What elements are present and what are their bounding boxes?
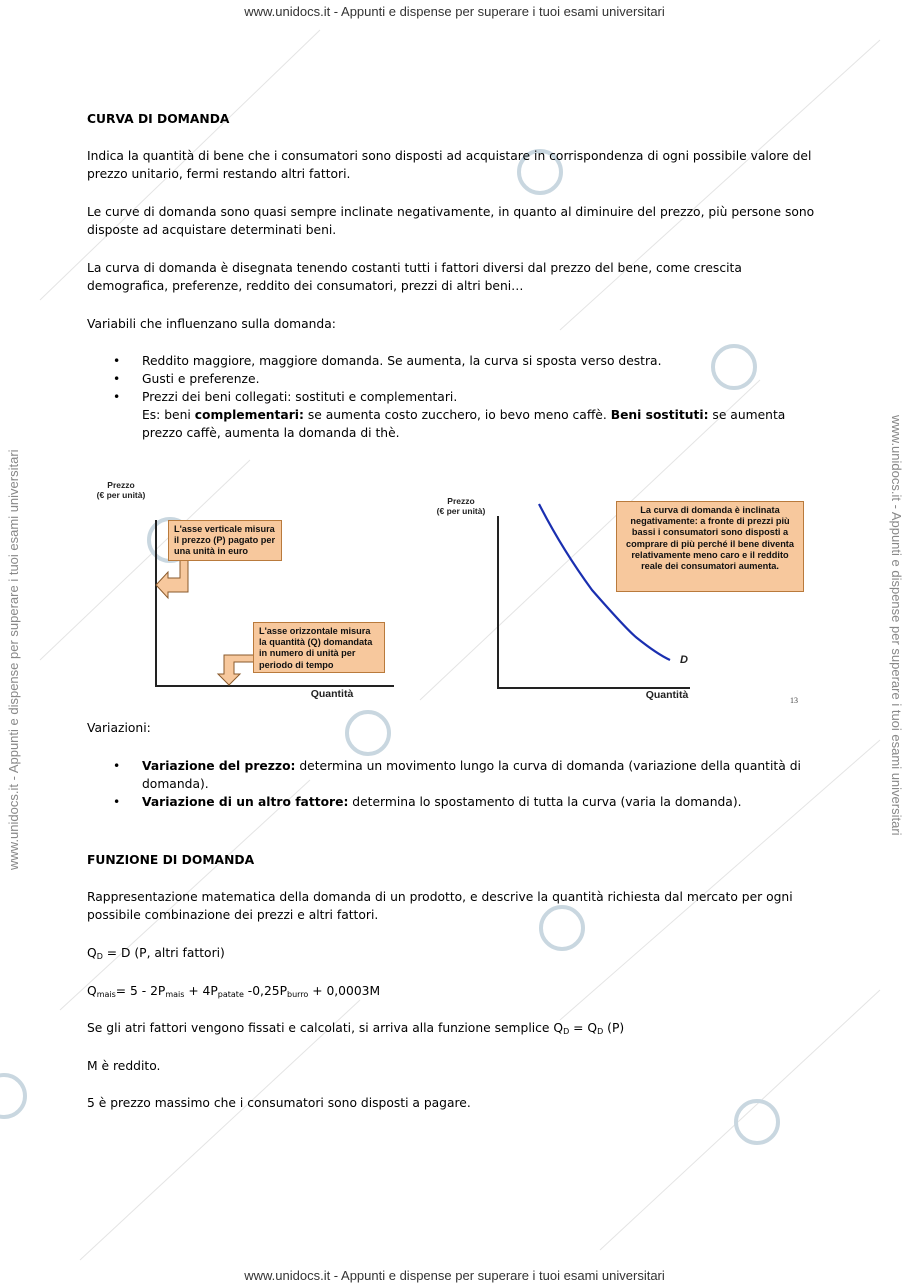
variation-price-text: determina un movimento lungo la curva di domanda (variazione della quantità di domanda). — [142, 759, 801, 791]
arrow-to-x-axis — [218, 655, 254, 685]
paragraph-prezzo-massimo: 5 è prezzo massimo che i consumatori sono disposti a pagare. — [87, 1096, 471, 1110]
variation-price-bold: Variazione del prezzo: — [142, 759, 296, 773]
example-end: se aumenta prezzo caffè, aumenta la domanda di thè. — [142, 408, 786, 440]
variation-other-text: determina lo spostamento di tutta la curva (varia la domanda). — [348, 795, 742, 809]
variables-list — [87, 352, 822, 442]
variation-other-bold: Variazione di un altro fattore: — [142, 795, 349, 809]
formula-mais-text: $Q_{mais}= 5 - 2P_{mais} + 4P_{patate}$ $-0,25P_{burro} + 0,0003M$ — [87, 984, 381, 999]
list-item-text: Gusti e preferenze. — [142, 372, 260, 386]
paragraph-variables-intro: Variabili che influenzano sulla domanda: — [87, 317, 336, 331]
slide-number: 13 — [790, 696, 798, 705]
callout-demand-slope: La curva di domanda è inclinata negativamente: a fronte di prezzi più bassi i consumatori sono disposti a comprare di più perché il bene diventa relativamente meno caro e il reddito reale dei consumatori aumenta. — [616, 501, 804, 592]
example-prefix: Es: beni — [142, 408, 195, 422]
demand-curve-label: D — [680, 654, 688, 666]
watermark-left: www.unidocs.it - Appunti e dispense per superare i tuoi esami universitari — [6, 449, 21, 870]
watermark-footer-text: www.unidocs.it - Appunti e dispense per superare i tuoi esami universitari — [244, 1268, 665, 1283]
example-line — [87, 406, 822, 442]
list-item-text: Prezzi dei beni collegati: sostituti e complementari. — [142, 390, 458, 404]
example-bold-sostituti: Beni sostituti: — [610, 408, 709, 422]
callout-horizontal-axis: L'asse orizzontale misura la quantità (Q) domandata in numero di unità per periodo di tempo — [253, 622, 385, 673]
heading-curva-domanda: CURVA DI DOMANDA — [87, 112, 230, 126]
formula-general — [87, 944, 822, 962]
paragraph-variazioni: Variazioni: — [87, 721, 151, 735]
left-x-label: Quantità — [310, 688, 354, 700]
right-y-label: Prezzo (€ per unità) — [436, 496, 486, 516]
list-item — [87, 352, 822, 370]
paragraph-constants: La curva di domanda è disegnata tenendo costanti tutti i fattori diversi dal prezzo del bene, come crescita demografica, preferenze, reddito dei consumatori, prezzi di altri beni… — [87, 261, 742, 293]
simple-function-text: Se gli atri fattori vengono fissati e calcolati, si arriva alla funzione semplice $Q_D = Q_D$ (P) — [87, 1021, 625, 1036]
example-mid: se aumenta costo zucchero, io bevo meno caffè. — [303, 408, 611, 422]
paragraph-definition: Indica la quantità di bene che i consumatori sono disposti ad acquistare in corrispondenza di ogni possibile valore del prezzo unitario, fermi restando altri fattori. — [87, 149, 812, 181]
demand-figure — [92, 474, 812, 706]
arrow-to-y-axis — [156, 560, 188, 598]
callout-vertical-axis: L'asse verticale misura il prezzo (P) pagato per una unità in euro — [168, 520, 282, 561]
list-item — [87, 757, 822, 793]
watermark-header-text: www.unidocs.it - Appunti e dispense per superare i tuoi esami universitari — [244, 4, 665, 19]
paragraph-simple-function — [87, 1019, 822, 1037]
paragraph-m-reddito: M è reddito. — [87, 1059, 161, 1073]
list-item — [87, 388, 822, 406]
paragraph-slope: Le curve di domanda sono quasi sempre inclinate negativamente, in quanto al diminuire del prezzo, più persone sono disposte ad acquistare determinati beni. — [87, 205, 815, 237]
example-bold-complementari: complementari: — [194, 408, 304, 422]
list-item — [87, 370, 822, 388]
formula-mais — [87, 982, 822, 1000]
formula-general-text: $Q_D = D$ (P, altri fattori) — [87, 946, 225, 961]
left-y-label: Prezzo (€ per unità) — [96, 480, 146, 500]
watermark-right: www.unidocs.it - Appunti e dispense per superare i tuoi esami universitari — [889, 415, 904, 836]
variations-list — [87, 757, 822, 811]
heading-funzione-domanda: FUNZIONE DI DOMANDA — [87, 853, 255, 867]
right-x-label: Quantità — [645, 689, 689, 701]
list-item-text: Reddito maggiore, maggiore domanda. Se aumenta, la curva si sposta verso destra. — [142, 354, 662, 368]
list-item — [87, 793, 822, 811]
paragraph-function-def: Rappresentazione matematica della domanda di un prodotto, e descrive la quantità richiesta dal mercato per ogni possibile combinazione dei prezzi e altri fattori. — [87, 890, 793, 922]
